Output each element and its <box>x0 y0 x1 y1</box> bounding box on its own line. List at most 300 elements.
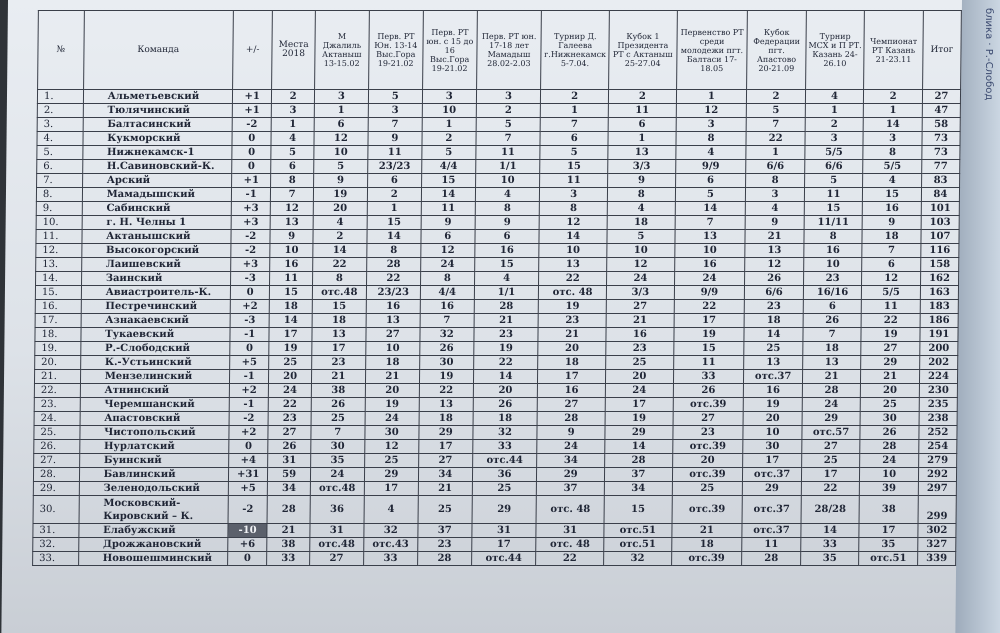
result-cell: 7 <box>271 188 314 202</box>
result-cell: 4 <box>607 202 675 216</box>
result-cell: 8 <box>676 132 747 146</box>
result-cell: 17 <box>674 314 745 328</box>
result-cell: 23 <box>311 356 365 370</box>
result-cell: 1 <box>608 132 676 146</box>
result-cell: 22 <box>313 258 367 272</box>
result-cell: 10 <box>539 244 607 258</box>
result-cell: 33 <box>267 552 310 566</box>
result-cell: 4 <box>313 216 367 230</box>
result-cell: 10 <box>366 342 420 356</box>
result-cell: 13 <box>312 328 366 342</box>
result-cell: 10 <box>804 258 863 272</box>
result-cell: 33 <box>801 538 860 552</box>
result-cell: 11 <box>673 356 744 370</box>
table-row <box>37 104 960 118</box>
total-cell: 238 <box>919 412 957 426</box>
result-cell: 10 <box>674 244 745 258</box>
row-number: 3. <box>37 118 83 132</box>
result-cell: 12 <box>314 132 368 146</box>
result-cell: 5 <box>368 90 422 104</box>
result-cell: 12 <box>365 440 419 454</box>
row-number: 22. <box>34 384 80 398</box>
result-cell: 7 <box>862 244 921 258</box>
result-cell: 24 <box>802 398 861 412</box>
row-number: 28. <box>33 468 79 482</box>
row-number: 12. <box>36 244 82 258</box>
result-cell: 24 <box>310 468 364 482</box>
result-cell: 11 <box>862 300 921 314</box>
result-cell: 20 <box>365 384 419 398</box>
result-cell: 7 <box>746 118 805 132</box>
result-cell: 31 <box>472 524 537 538</box>
row-number: 33. <box>33 552 79 566</box>
table-row <box>33 496 956 524</box>
delta-cell: +1 <box>232 90 272 104</box>
result-cell: 25 <box>364 454 418 468</box>
result-cell: 27 <box>802 440 861 454</box>
result-cell: 18 <box>862 230 921 244</box>
result-cell: 11 <box>608 104 676 118</box>
result-cell: 23 <box>268 412 311 426</box>
team-name: Нижнекамск-1 <box>83 146 232 160</box>
team-name: Новошешминский <box>78 552 227 566</box>
result-cell: 20 <box>861 384 920 398</box>
result-cell: 32 <box>473 426 538 440</box>
result-cell: 27 <box>268 426 311 440</box>
result-cell: 5/5 <box>863 160 922 174</box>
result-cell: 9 <box>421 216 475 230</box>
result-cell: 15 <box>673 342 744 356</box>
result-cell: 38 <box>311 384 365 398</box>
result-cell: отс.37 <box>744 370 803 384</box>
result-cell: 29 <box>472 496 537 524</box>
result-cell: 3 <box>476 90 541 104</box>
result-cell: 4 <box>474 272 539 286</box>
result-cell: 38 <box>859 496 918 524</box>
result-cell: 3/3 <box>606 286 674 300</box>
result-cell: 23/23 <box>366 286 420 300</box>
result-cell: 35 <box>859 538 918 552</box>
header-event: Перв. РТ юн. 17-18 лет Мамадыш 28.02-2.03 <box>476 11 541 90</box>
result-cell: 24 <box>420 258 474 272</box>
result-cell: 8 <box>746 174 805 188</box>
result-cell: 32 <box>420 328 474 342</box>
result-cell: 15 <box>474 258 539 272</box>
result-cell: 6 <box>367 174 421 188</box>
total-cell: 339 <box>918 552 956 566</box>
result-cell: 14 <box>863 118 922 132</box>
result-cell: 21 <box>311 370 365 384</box>
result-cell: 21 <box>474 314 539 328</box>
delta-cell: +5 <box>228 482 268 496</box>
total-cell: 162 <box>920 272 958 286</box>
delta-cell: +1 <box>232 104 272 118</box>
result-cell: 4 <box>271 132 314 146</box>
delta-cell: 0 <box>230 342 270 356</box>
team-name: К.-Устьинский <box>80 356 229 370</box>
result-cell: 20 <box>313 202 367 216</box>
total-cell: 230 <box>919 384 957 398</box>
row-number: 17. <box>35 314 81 328</box>
result-cell: 10 <box>607 244 675 258</box>
result-cell: 30 <box>311 440 365 454</box>
total-cell: 163 <box>920 286 958 300</box>
result-cell: отс.39 <box>672 440 743 454</box>
table-row <box>37 132 960 146</box>
result-cell: 10 <box>270 244 313 258</box>
result-cell: 7 <box>675 216 746 230</box>
result-cell: 21 <box>418 482 472 496</box>
result-cell: отс.51 <box>859 552 918 566</box>
result-cell: 19 <box>743 398 802 412</box>
team-name: Кукморский <box>83 132 232 146</box>
result-cell: 8 <box>312 272 366 286</box>
result-cell: 4 <box>675 146 746 160</box>
result-cell: 6 <box>862 258 921 272</box>
result-cell: 25 <box>311 412 365 426</box>
result-cell: 18 <box>312 314 366 328</box>
result-cell: 18 <box>744 314 803 328</box>
result-cell: 6 <box>314 118 368 132</box>
result-cell: 16 <box>270 258 313 272</box>
result-cell: 25 <box>418 496 472 524</box>
result-cell: 15 <box>367 216 421 230</box>
result-cell: 14 <box>675 202 746 216</box>
result-cell: 36 <box>472 468 537 482</box>
result-cell: 22 <box>473 356 538 370</box>
result-cell: 4/4 <box>421 160 475 174</box>
delta-cell: +3 <box>231 258 271 272</box>
table-row <box>35 328 958 342</box>
row-number: 30. <box>33 496 79 524</box>
delta-cell: -2 <box>232 118 272 132</box>
result-cell: 35 <box>800 552 859 566</box>
result-cell: 5 <box>747 104 806 118</box>
header-event: Кубок Федерации пгт. Апастово 20-21.09 <box>747 11 806 90</box>
result-cell: 13 <box>744 356 803 370</box>
delta-cell: +4 <box>229 454 269 468</box>
result-cell: 21 <box>861 370 920 384</box>
result-cell: 30 <box>860 412 919 426</box>
row-number: 14. <box>36 272 82 286</box>
header-event: Перв. РТ Юн. 13-14 Выс.Гора 19-21.02 <box>368 11 423 90</box>
result-cell: 17 <box>605 398 673 412</box>
result-cell: 16 <box>863 202 922 216</box>
result-cell: 28 <box>367 258 421 272</box>
delta-cell: -1 <box>231 188 271 202</box>
result-cell: 12 <box>539 216 607 230</box>
result-cell: отс.39 <box>673 398 744 412</box>
result-cell: 3 <box>805 132 864 146</box>
result-cell: отс.43 <box>364 538 418 552</box>
result-cell: 17 <box>269 328 312 342</box>
result-cell: отс.39 <box>672 468 743 482</box>
result-cell: 28 <box>474 300 539 314</box>
result-cell: 2 <box>805 118 864 132</box>
result-cell: 24 <box>269 384 312 398</box>
result-cell: 30 <box>365 426 419 440</box>
result-cell: 7 <box>476 132 541 146</box>
result-cell: 19 <box>605 412 673 426</box>
header-number: № <box>38 11 84 90</box>
result-cell: 11 <box>742 538 801 552</box>
result-cell: 34 <box>418 468 472 482</box>
result-cell: 11 <box>540 174 608 188</box>
total-cell: 302 <box>918 524 956 538</box>
delta-cell: -2 <box>231 244 271 258</box>
result-cell: 1 <box>367 202 421 216</box>
result-cell: 17 <box>859 524 918 538</box>
team-name: Московский-Кировский – К. <box>79 496 229 524</box>
result-cell: 15 <box>604 496 672 524</box>
delta-cell: -1 <box>229 370 269 384</box>
delta-cell: +2 <box>229 426 269 440</box>
result-cell: 6 <box>803 300 862 314</box>
result-cell: 2 <box>541 90 609 104</box>
result-cell: 22 <box>539 272 607 286</box>
result-cell: 2 <box>864 90 923 104</box>
total-cell: 327 <box>918 538 956 552</box>
result-cell: 13 <box>271 216 314 230</box>
result-cell: 18 <box>365 356 419 370</box>
header-event: Турнир Д. Галеева г.Нижнекамск 5-7.04. <box>541 11 610 90</box>
result-cell: 31 <box>310 524 364 538</box>
result-cell: 9 <box>475 216 540 230</box>
team-name: Тукаевский <box>81 328 230 342</box>
result-cell: 26 <box>803 314 862 328</box>
result-cell: 34 <box>537 454 605 468</box>
table-row <box>34 412 957 426</box>
result-cell: 24 <box>605 384 673 398</box>
result-cell: отс. 48 <box>539 286 607 300</box>
result-cell: 11 <box>476 146 541 160</box>
team-name: г. Н. Челны 1 <box>82 216 231 230</box>
row-number: 11. <box>36 230 82 244</box>
result-cell: 25 <box>801 454 860 468</box>
result-cell: 15 <box>270 286 313 300</box>
row-number: 18. <box>35 328 81 342</box>
result-cell: 25 <box>606 356 674 370</box>
result-cell: 29 <box>802 412 861 426</box>
table-row <box>36 272 959 286</box>
result-cell: 24 <box>537 440 605 454</box>
table-row <box>34 440 957 454</box>
table-row <box>37 146 960 160</box>
result-cell: 27 <box>418 454 472 468</box>
result-cell: 8 <box>863 146 922 160</box>
row-number: 9. <box>36 202 82 216</box>
result-cell: 25 <box>672 482 743 496</box>
header-places-2018: Места 2018 <box>272 11 315 90</box>
result-cell: 38 <box>267 538 310 552</box>
result-cell: 20 <box>473 384 538 398</box>
result-cell: 15 <box>540 160 608 174</box>
team-name: Дрожжановский <box>78 538 227 552</box>
delta-cell: 0 <box>232 132 272 146</box>
team-name: Н.Савиновский-К. <box>82 160 231 174</box>
header-event: Перв. РТ юн. с 15 до 16 Выс.Гора 19-21.02 <box>422 11 477 90</box>
table-row <box>33 552 956 566</box>
row-number: 23. <box>34 398 80 412</box>
result-cell: 21 <box>538 328 606 342</box>
result-cell: 26 <box>268 440 311 454</box>
result-cell: 23 <box>538 314 606 328</box>
result-cell: 1 <box>746 146 805 160</box>
table-row <box>34 426 957 440</box>
result-cell: 5 <box>314 160 368 174</box>
result-cell: 16 <box>475 244 540 258</box>
result-cell: 26 <box>420 342 474 356</box>
result-cell: 14 <box>367 230 421 244</box>
result-cell: 1 <box>422 118 476 132</box>
result-cell: 16 <box>538 384 606 398</box>
result-cell: 11 <box>368 146 422 160</box>
table-row <box>34 384 957 398</box>
result-cell: 23 <box>744 300 803 314</box>
delta-cell: +31 <box>228 468 268 482</box>
result-cell: 8 <box>540 202 608 216</box>
result-cell: 27 <box>309 552 363 566</box>
table-row <box>35 314 958 328</box>
result-cell: 7 <box>368 118 422 132</box>
result-cell: 31 <box>268 454 311 468</box>
total-cell: 297 <box>918 482 956 496</box>
result-cell: 29 <box>537 468 605 482</box>
result-cell: 3 <box>863 132 922 146</box>
result-cell: 14 <box>605 440 673 454</box>
result-cell: 39 <box>860 482 919 496</box>
row-number: 16. <box>35 300 81 314</box>
result-cell: 13 <box>539 258 607 272</box>
result-cell: 36 <box>310 496 364 524</box>
result-cell: 27 <box>606 300 674 314</box>
result-cell: 8 <box>607 188 675 202</box>
result-cell: 20 <box>672 454 743 468</box>
team-name: Мензелинский <box>80 370 229 384</box>
result-cell: 13 <box>745 244 804 258</box>
table-row <box>36 244 959 258</box>
result-cell: 22 <box>536 552 604 566</box>
result-cell: 16 <box>420 300 474 314</box>
total-cell: 107 <box>921 230 959 244</box>
result-cell: 1/1 <box>475 160 540 174</box>
result-cell: отс.51 <box>604 538 672 552</box>
delta-cell: -2 <box>229 412 269 426</box>
total-cell: 254 <box>919 440 957 454</box>
row-number: 6. <box>37 160 83 174</box>
total-cell: 73 <box>922 146 960 160</box>
delta-cell: -1 <box>229 398 269 412</box>
result-cell: 6/6 <box>746 160 805 174</box>
result-cell: 34 <box>268 482 311 496</box>
table-row <box>33 482 956 496</box>
row-number: 19. <box>35 342 81 356</box>
table-row <box>37 118 960 132</box>
result-cell: 26 <box>473 398 538 412</box>
result-cell: 28 <box>605 454 673 468</box>
result-cell: 7 <box>803 328 862 342</box>
result-cell: 8 <box>804 230 863 244</box>
result-cell: 14 <box>269 314 312 328</box>
result-cell: 26 <box>311 398 365 412</box>
result-cell: 21 <box>606 314 674 328</box>
header-event: М Джалиль Актаныш 13-15.02 <box>314 11 369 90</box>
result-cell: 37 <box>605 468 673 482</box>
result-cell: 19 <box>365 398 419 412</box>
result-cell: 5 <box>804 174 863 188</box>
team-name: Р.-Слободский <box>80 342 229 356</box>
result-cell: 9 <box>537 426 605 440</box>
result-cell: 22 <box>269 398 312 412</box>
result-cell: отс.48 <box>310 538 364 552</box>
result-cell: 2 <box>476 104 541 118</box>
result-cell: 14 <box>473 370 538 384</box>
result-cell: 19 <box>538 300 606 314</box>
result-cell: 9 <box>608 174 676 188</box>
team-name: Мамадышский <box>82 188 231 202</box>
result-cell: 28 <box>860 440 919 454</box>
result-cell: 10 <box>860 468 919 482</box>
table-row <box>37 174 960 188</box>
result-cell: 25 <box>269 356 312 370</box>
result-cell: 2 <box>609 90 677 104</box>
result-cell: 21 <box>267 524 310 538</box>
result-cell: 20 <box>538 342 606 356</box>
total-cell: 101 <box>921 202 959 216</box>
total-cell: 77 <box>922 160 960 174</box>
table-row <box>36 202 959 216</box>
result-cell: 30 <box>419 356 473 370</box>
result-cell: 20 <box>269 370 312 384</box>
delta-cell: 0 <box>230 286 270 300</box>
result-cell: 3 <box>746 188 805 202</box>
result-cell: 10 <box>314 146 368 160</box>
row-number: 2. <box>37 104 83 118</box>
table-row <box>36 188 959 202</box>
header-event: Чемпионат РТ Казань 21-23.11 <box>864 11 923 90</box>
result-cell: 6/6 <box>745 286 804 300</box>
header-row <box>38 11 962 90</box>
result-cell: 2 <box>422 132 476 146</box>
result-cell: 22 <box>746 132 805 146</box>
total-cell: 279 <box>919 454 957 468</box>
result-cell: 3 <box>422 90 476 104</box>
result-cell: 18 <box>270 300 313 314</box>
delta-cell: 0 <box>229 440 269 454</box>
result-cell: 27 <box>861 342 920 356</box>
row-number: 13. <box>36 258 82 272</box>
result-cell: 9/9 <box>675 160 746 174</box>
team-name: Зеленодольский <box>79 482 228 496</box>
result-cell: 1 <box>805 104 864 118</box>
result-cell: 24 <box>860 454 919 468</box>
result-cell: 17 <box>538 370 606 384</box>
result-cell: 24 <box>365 412 419 426</box>
table-row <box>37 160 960 174</box>
result-cell: 22 <box>419 384 473 398</box>
result-cell: 1 <box>864 104 923 118</box>
edge-note: блика · Р.-Слобод <box>983 8 994 101</box>
result-cell: 6 <box>608 118 676 132</box>
team-name: Нурлатский <box>79 440 228 454</box>
result-cell: 16 <box>606 328 674 342</box>
result-cell: 2 <box>747 90 806 104</box>
delta-cell: -1 <box>230 328 270 342</box>
result-cell: 4 <box>746 202 805 216</box>
delta-cell: +2 <box>230 300 270 314</box>
result-cell: 3 <box>368 104 422 118</box>
result-cell: 21 <box>671 524 742 538</box>
